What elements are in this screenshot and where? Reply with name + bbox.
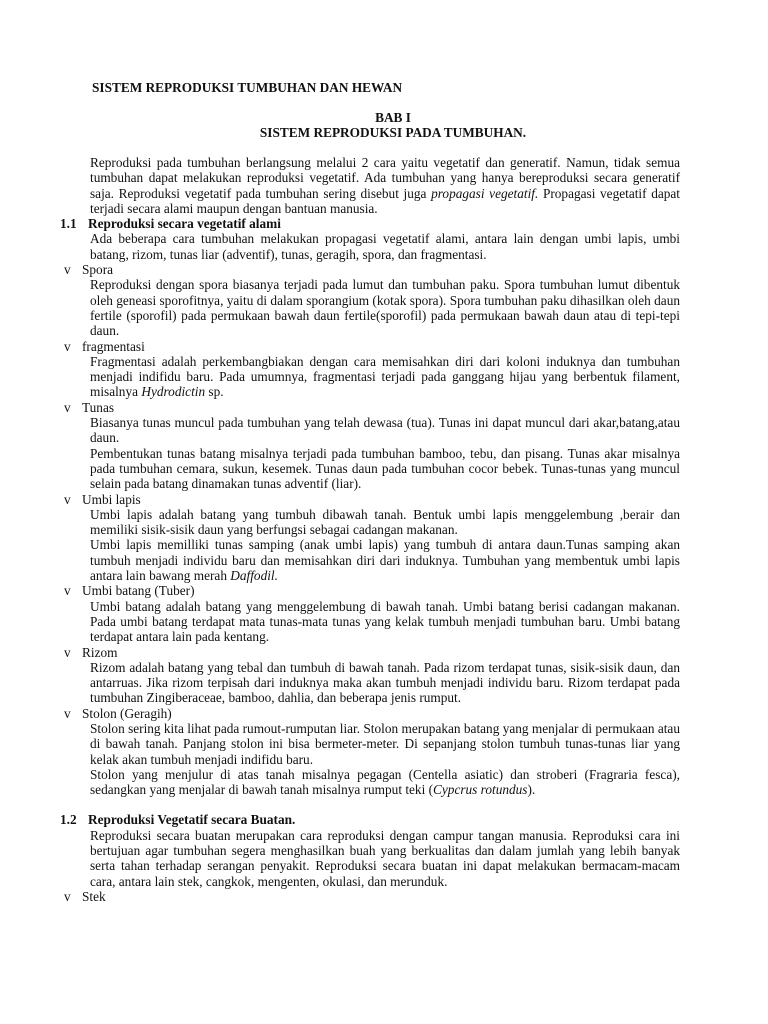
stolon-text-1: Stolon sering kita lihat pada rumout-rumputan liar. Stolon merupakan batang yang menjalar di permukaan atau di bawah tanah. Panjang stolon ini bisa bermeter-meter. Di sepanjang stolon tumbuh tunas-tunas liar yang kelak akan tumbuh menjadi indifidu baru. <box>90 720 680 767</box>
chapter-title: SISTEM REPRODUKSI PADA TUMBUHAN. <box>259 125 527 140</box>
umbi-batang-text: Umbi batang adalah batang yang menggelembung di bawah tanah. Umbi batang berisi cadangan makanan. Pada umbi batang terdapat mata tunas-mata tunas yang kelak tumbuh menjadi tumbuhan baru. Umbi batang terdapat antara lain pada kentang. <box>90 598 680 645</box>
umbi-lapis-text-1: Umbi lapis adalah batang yang tumbuh dibawah tanah. Bentuk umbi lapis menggelembung ,berair dan memiliki sisik-sisik daun yang berfungsi sebagai cadangan makanan. <box>90 506 680 538</box>
bullet-rizom: v Rizom <box>64 644 118 660</box>
bullet-fragmentasi: v fragmentasi <box>64 338 145 354</box>
section-1-heading: 1.1 Reproduksi secara vegetatif alami <box>60 216 281 232</box>
section-2-heading: 1.2 Reproduksi Vegetatif secara Buatan. <box>60 812 296 828</box>
bullet-stek: v Stek <box>64 888 106 904</box>
bullet-mark: v <box>64 338 71 354</box>
document-title: SISTEM REPRODUKSI TUMBUHAN DAN HEWAN <box>92 80 403 95</box>
bullet-stolon: v Stolon (Geragih) <box>64 705 172 721</box>
bullet-mark: v <box>64 583 71 599</box>
bullet-spora: v Spora <box>64 262 114 278</box>
bullet-umbi-lapis: v Umbi lapis <box>64 491 141 507</box>
section-2-text: Reproduksi secara buatan merupakan cara reproduksi dengan campur tangan manusia. Reproduksi cara ini bertujuan agar tumbuhan segera menghasilkan buah yang berkualitas dan dalam jumlah yang lebih banyak serta tahan terhadap serangan penyakit. Reproduksi secara buatan ini dapat melakukan bermacam-macam cara, antara lain stek, cangkok, mengenten, okulasi, dan merunduk. <box>90 827 680 889</box>
document-body <box>60 155 680 904</box>
spora-text: Reproduksi dengan spora biasanya terjadi pada lumut dan tumbuhan paku. Spora tumbuhan lumut dibentuk oleh geneasi sporofitnya, yaitu di dalam sporangium (kotak spora). Spora tumbuhan paku dihasilkan oleh daun fertile (sporofil) pada permukaan bawah daun fertile(sporofil) pada permukaan bawah daun atau di tepi-tepi daun. <box>90 277 680 339</box>
bullet-mark: v <box>64 888 71 904</box>
tunas-text-2: Pembentukan tunas batang misalnya terjadi pada tumbuhan bamboo, tebu, dan pisang. Tunas akar misalnya pada tumbuhan cemara, sukun, kesemek. Tunas daun pada tumbuhan cocor bebek. Tunas-tunas yang muncul selain pada batang dinamakan tunas adventif (liar). <box>90 445 680 492</box>
bullet-umbi-batang: v Umbi batang (Tuber) <box>64 583 195 599</box>
bullet-mark: v <box>64 491 71 507</box>
fragmentasi-text: Fragmentasi adalah perkembangbiakan dengan cara memisahkan diri dari koloni induknya dan tumbuhan menjadi indifidu baru. Pada umumnya, fragmentasi terjadi pada ganggang hijau yang berbentuk filament, misalnya Hydrodictin sp. <box>90 353 680 400</box>
chapter-number: BAB I <box>375 110 411 125</box>
bullet-mark: v <box>64 262 71 278</box>
tunas-text-1: Biasanya tunas muncul pada tumbuhan yang telah dewasa (tua). Tunas ini dapat muncul dari akar,batang,atau daun. <box>90 415 680 446</box>
section-1-intro: Ada beberapa cara tumbuhan melakukan propagasi vegetatif alami, antara lain dengan umbi lapis, umbi batang, rizom, tunas liar (adventif), tunas, geragih, spora, dan fragmentasi. <box>90 231 680 262</box>
stolon-text-2: Stolon yang menjulur di atas tanah misalnya pegagan (Centella asiatic) dan stroberi (Fragraria fesca), sedangkan yang menjalar di bawah tanah misalnya rumput teki (Cypcrus rotundus). <box>90 766 680 798</box>
bullet-mark: v <box>64 399 71 415</box>
section-gap <box>60 797 680 812</box>
rizom-text: Rizom adalah batang yang tebal dan tumbuh di bawah tanah. Pada rizom terdapat tunas, sisik-sisik daun, dan antarruas. Jika rizom terpisah dari induknya maka akan tumbuh menjadi individu baru. Rizom terdapat pada tumbuhan Zingiberaceae, bamboo, dahlia, dan beberapa jenis rumput. <box>90 659 680 706</box>
umbi-lapis-text-2: Umbi lapis memilliki tunas samping (anak umbi lapis) yang tumbuh di antara daun.Tunas samping akan tumbuh menjadi individu baru dan memisahkan diri dari induknya. Tumbuhan yang membentuk umbi lapis antara lain bawang merah Daffodil. <box>90 537 680 584</box>
bullet-mark: v <box>64 705 71 721</box>
bullet-tunas: v Tunas <box>64 399 115 415</box>
bullet-mark: v <box>64 644 71 660</box>
intro-paragraph: Reproduksi pada tumbuhan berlangsung melalui 2 cara yaitu vegetatif dan generatif. Namun, tidak semua tumbuhan dapat melakukan reproduksi vegetatif. Ada tumbuhan yang hanya bereproduksi secara generatif saja. Reproduksi vegetatif pada tumbuhan sering disebut juga propagasi vegetatif. Propagasi vegetatif dapat terjadi secara alami maupun dengan bantuan manusia. <box>90 155 680 216</box>
